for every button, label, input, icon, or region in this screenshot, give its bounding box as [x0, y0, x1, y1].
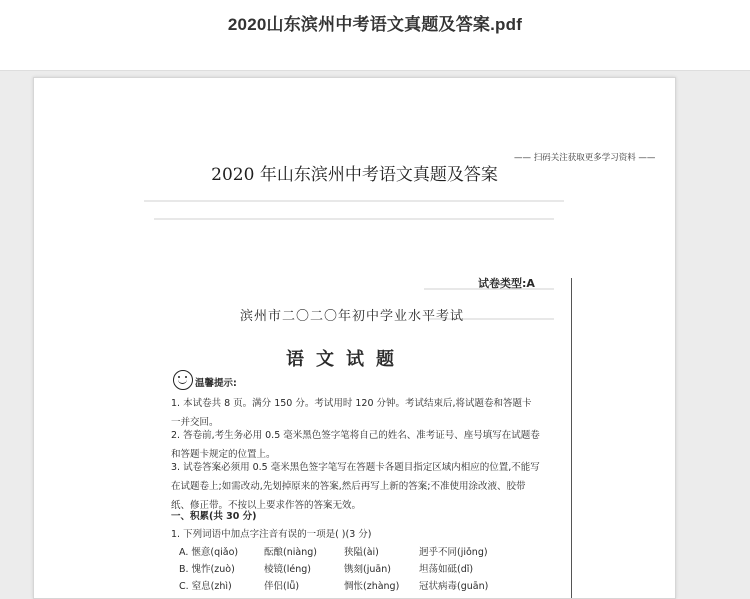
- option-a-2: 酝酿(niàng): [264, 547, 317, 558]
- option-a-3: 狭隘(ài): [344, 547, 379, 558]
- file-title: 2020山东滨州中考语文真题及答案.pdf: [227, 15, 523, 34]
- option-c-4: 冠状病毒(guān): [419, 581, 489, 592]
- question-1: 1. 下列词语中加点字注音有误的一项是( )(3 分): [171, 529, 372, 540]
- option-b-2: 棱镜(léng): [264, 564, 311, 575]
- instruction-1: 1. 本试卷共 8 页。满分 150 分。考试用时 120 分钟。考试结束后,将试题卷和答题卡一并交回。: [171, 398, 532, 428]
- option-a-1: A. 惬意(qiǎo): [179, 547, 239, 558]
- option-b-4: 坦荡如砥(dǐ): [419, 564, 474, 575]
- subject-title: 语文试题: [286, 349, 406, 370]
- option-b-1: B. 愧怍(zuò): [179, 564, 235, 575]
- instruction-3: 3. 试卷答案必须用 0.5 毫米黑色签字笔写在答题卡各题目指定区域内相应的位置,不能写在试题卷上;如需改动,先划掉原来的答案,然后再写上新的答案;不准使用涂改液、胶带纸、修正带。不按以上要求作答的答案无效。: [171, 462, 540, 511]
- smiley-icon: [173, 370, 193, 390]
- pdf-page[interactable]: [33, 77, 676, 599]
- section-heading: 一、积累(共 30 分): [171, 511, 257, 522]
- instruction-2: 2. 答卷前,考生务必用 0.5 毫米黑色签字笔将自己的姓名、准考证号、座号填写在试题卷和答题卡规定的位置上。: [171, 430, 540, 460]
- paper-type: 试卷类型:A: [478, 277, 535, 290]
- option-b-3: 镌刻(juān): [344, 564, 391, 575]
- scan-artifact: [154, 218, 554, 220]
- qr-note: —— 扫码关注获取更多学习资料 ——: [514, 153, 656, 163]
- option-c-1: C. 窒息(zhì): [179, 581, 232, 592]
- exam-name: 滨州市二〇二〇年初中学业水平考试: [240, 309, 465, 324]
- tips-label: 温馨提示:: [195, 378, 237, 389]
- option-a-4: 迥乎不同(jiǒng): [419, 547, 488, 558]
- document-title: 2020 年山东滨州中考语文真题及答案: [211, 165, 498, 185]
- binding-line: [571, 278, 572, 598]
- option-c-3: 惆怅(zhàng): [344, 581, 400, 592]
- viewer-toolbar: [0, 0, 750, 71]
- option-c-2: 伴侣(lǚ): [264, 581, 300, 592]
- scan-artifact: [144, 200, 564, 202]
